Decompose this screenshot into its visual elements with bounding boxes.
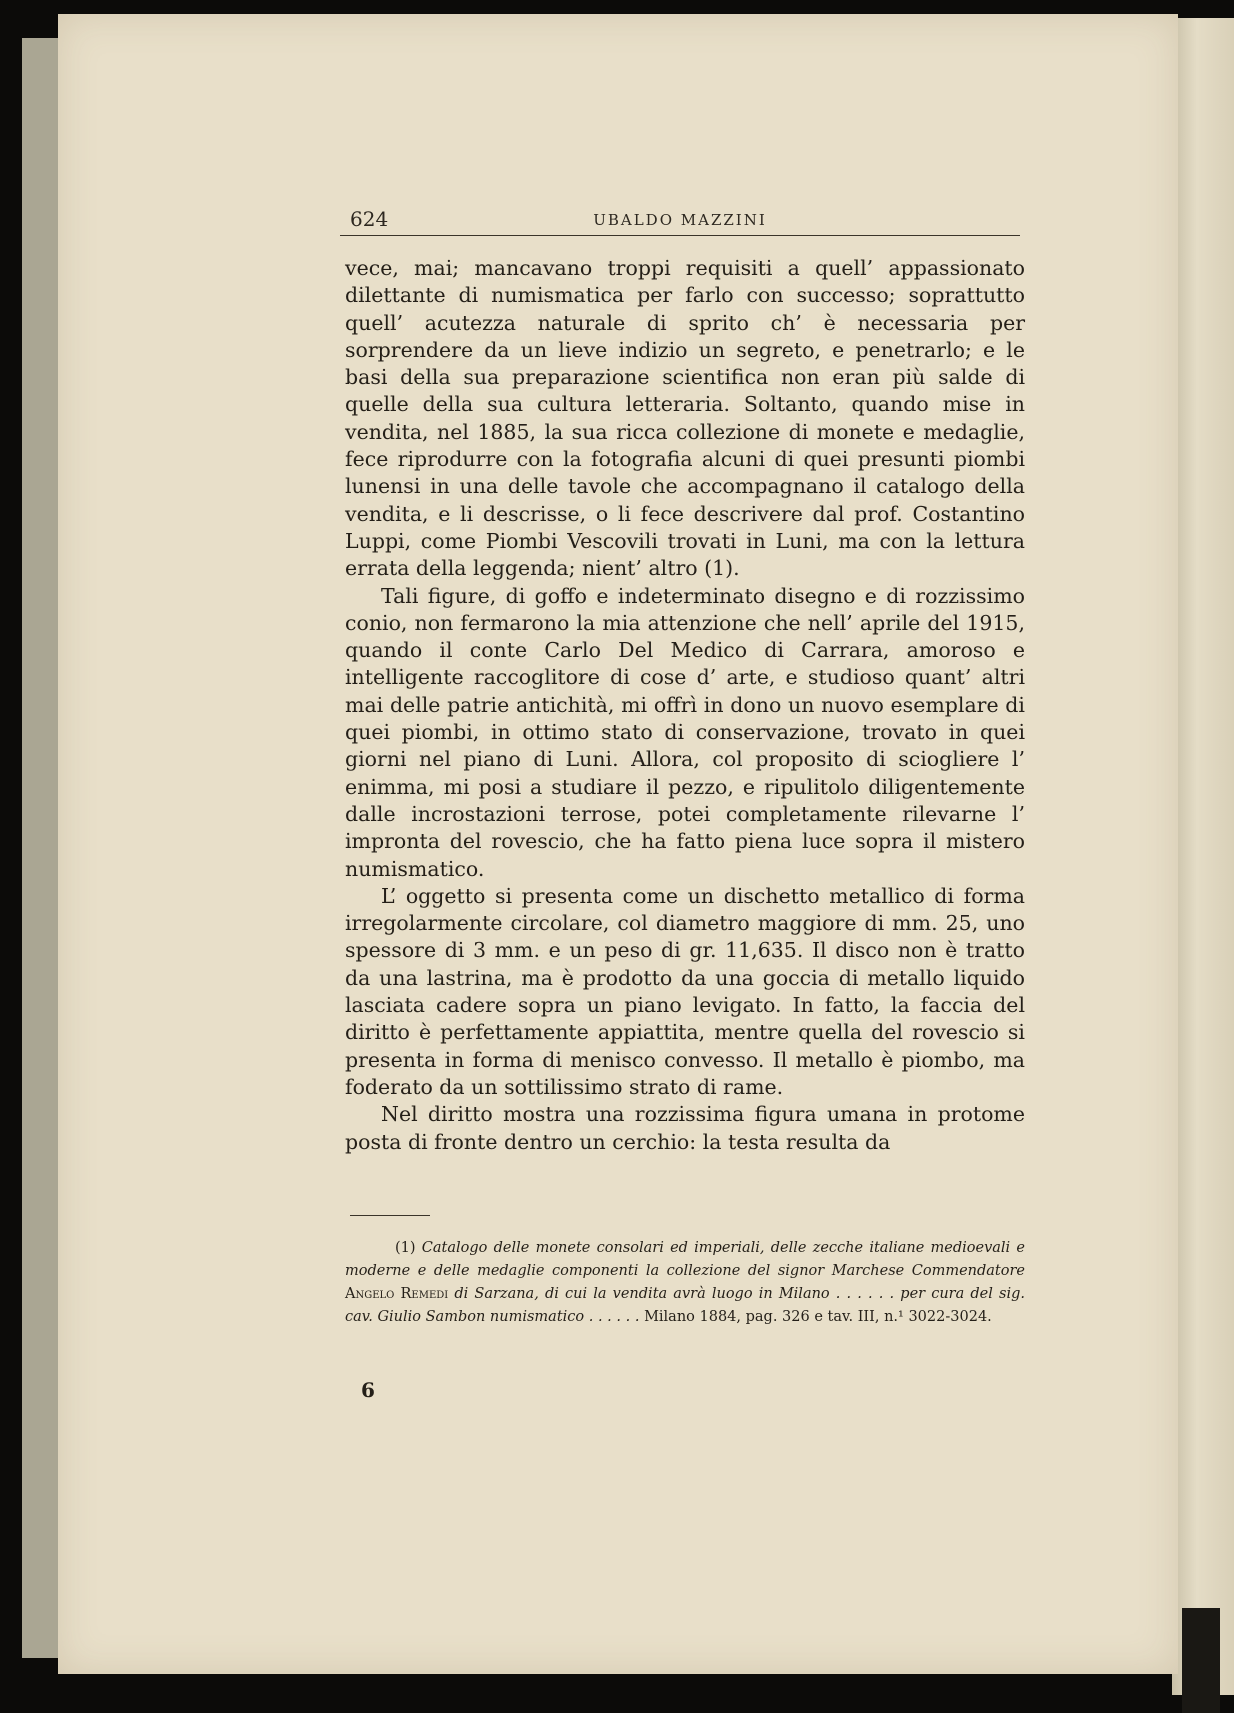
- footnote-title: Catalogo delle monete consolari ed imperiali, delle zecche italiane medioevali e moderne e delle medaglie componenti la collezione del signor Marchese Commendatore: [345, 1240, 1026, 1279]
- footnote-name: Angelo Remedi: [345, 1286, 449, 1302]
- paragraph-2: Tali figure, di goffo e indeterminato disegno e di rozzissimo conio, non fermarono la mia attenzione che nell’ aprile del 1915, quando il conte Carlo Del Medico di Carrara, amoroso e intelligente raccoglitore di cose d’ arte, e studioso quant’ altri mai delle patrie antichità, mi offrì in dono un nuovo esemplare di quei piombi, in ottimo stato di conservazione, trovato in quei giorni nel piano di Luni. Allora, col proposito di sciogliere l’ enimma, mi posi a studiare il pezzo, e ripulitolo diligentemente dalle incrostazioni terrose, potei completamente rilevarne l’ impronta del rovescio, che ha fatto piena luce sopra il mistero numismatico.: [345, 583, 1025, 881]
- paragraph-3: L’ oggetto si presenta come un dischetto metallico di forma irregolarmente circolare, col diametro maggiore di mm. 25, uno spessore di 3 mm. e un peso di gr. 11,635. Il disco non è tratto da una lastrina, ma è prodotto da una goccia di metallo liquido lasciata cadere sopra un piano levigato. In fatto, la faccia del diritto è perfettamente appiattita, mentre quella del rovescio si presenta in forma di menisco convesso. Il metallo è piombo, ma foderato da un sottilissimo strato di rame.: [345, 883, 1025, 1099]
- footnote: [345, 1237, 1025, 1329]
- paragraph-1: vece, mai; mancavano troppi requisiti a quell’ appassionato dilettante di numismatica per farlo con successo; soprattutto quell’ acutezza naturale di sprito ch’ è necessaria per sorprendere da un lieve indizio un segreto, e penetrarlo; e le basi della sua preparazione scientifica non eran più salde di quelle della sua cultura letteraria. Soltanto, quando mise in vendita, nel 1885, la sua ricca collezione di monete e medaglie, fece riprodurre con la fotografia alcuni di quei presunti piombi lunensi in una delle tavole che accompagnano il catalogo della vendita, e li descrisse, o li fece descrivere dal prof. Costantino Luppi, come Piombi Vescovili trovati in Luni, ma con la lettura errata della leggenda; nient’ altro (1).: [345, 256, 1025, 581]
- footnote-marker: (1): [395, 1240, 416, 1256]
- footnote-sale: di Sarzana, di cui la vendita avrà luogo in Milano . . . . . . per cura del sig. cav. Giulio Sambon numismatico . . . . . .: [345, 1286, 1026, 1325]
- running-head-author: UBALDO MAZZINI: [593, 211, 767, 229]
- footnote-rule: [350, 1215, 430, 1216]
- signature-mark: 6: [361, 1378, 375, 1402]
- body-text: [345, 255, 1025, 1156]
- page-number: 624: [350, 207, 389, 231]
- paragraph-4: Nel diritto mostra una rozzissima figura umana in protome posta di fronte dentro un cerchio: la testa resulta da: [345, 1102, 1025, 1154]
- running-head: [340, 205, 1020, 236]
- footnote-reference: Milano 1884, pag. 326 e tav. III, n.¹ 3022-3024.: [644, 1309, 992, 1325]
- dark-corner: [1182, 1608, 1220, 1713]
- next-page-edge: [1172, 18, 1234, 1695]
